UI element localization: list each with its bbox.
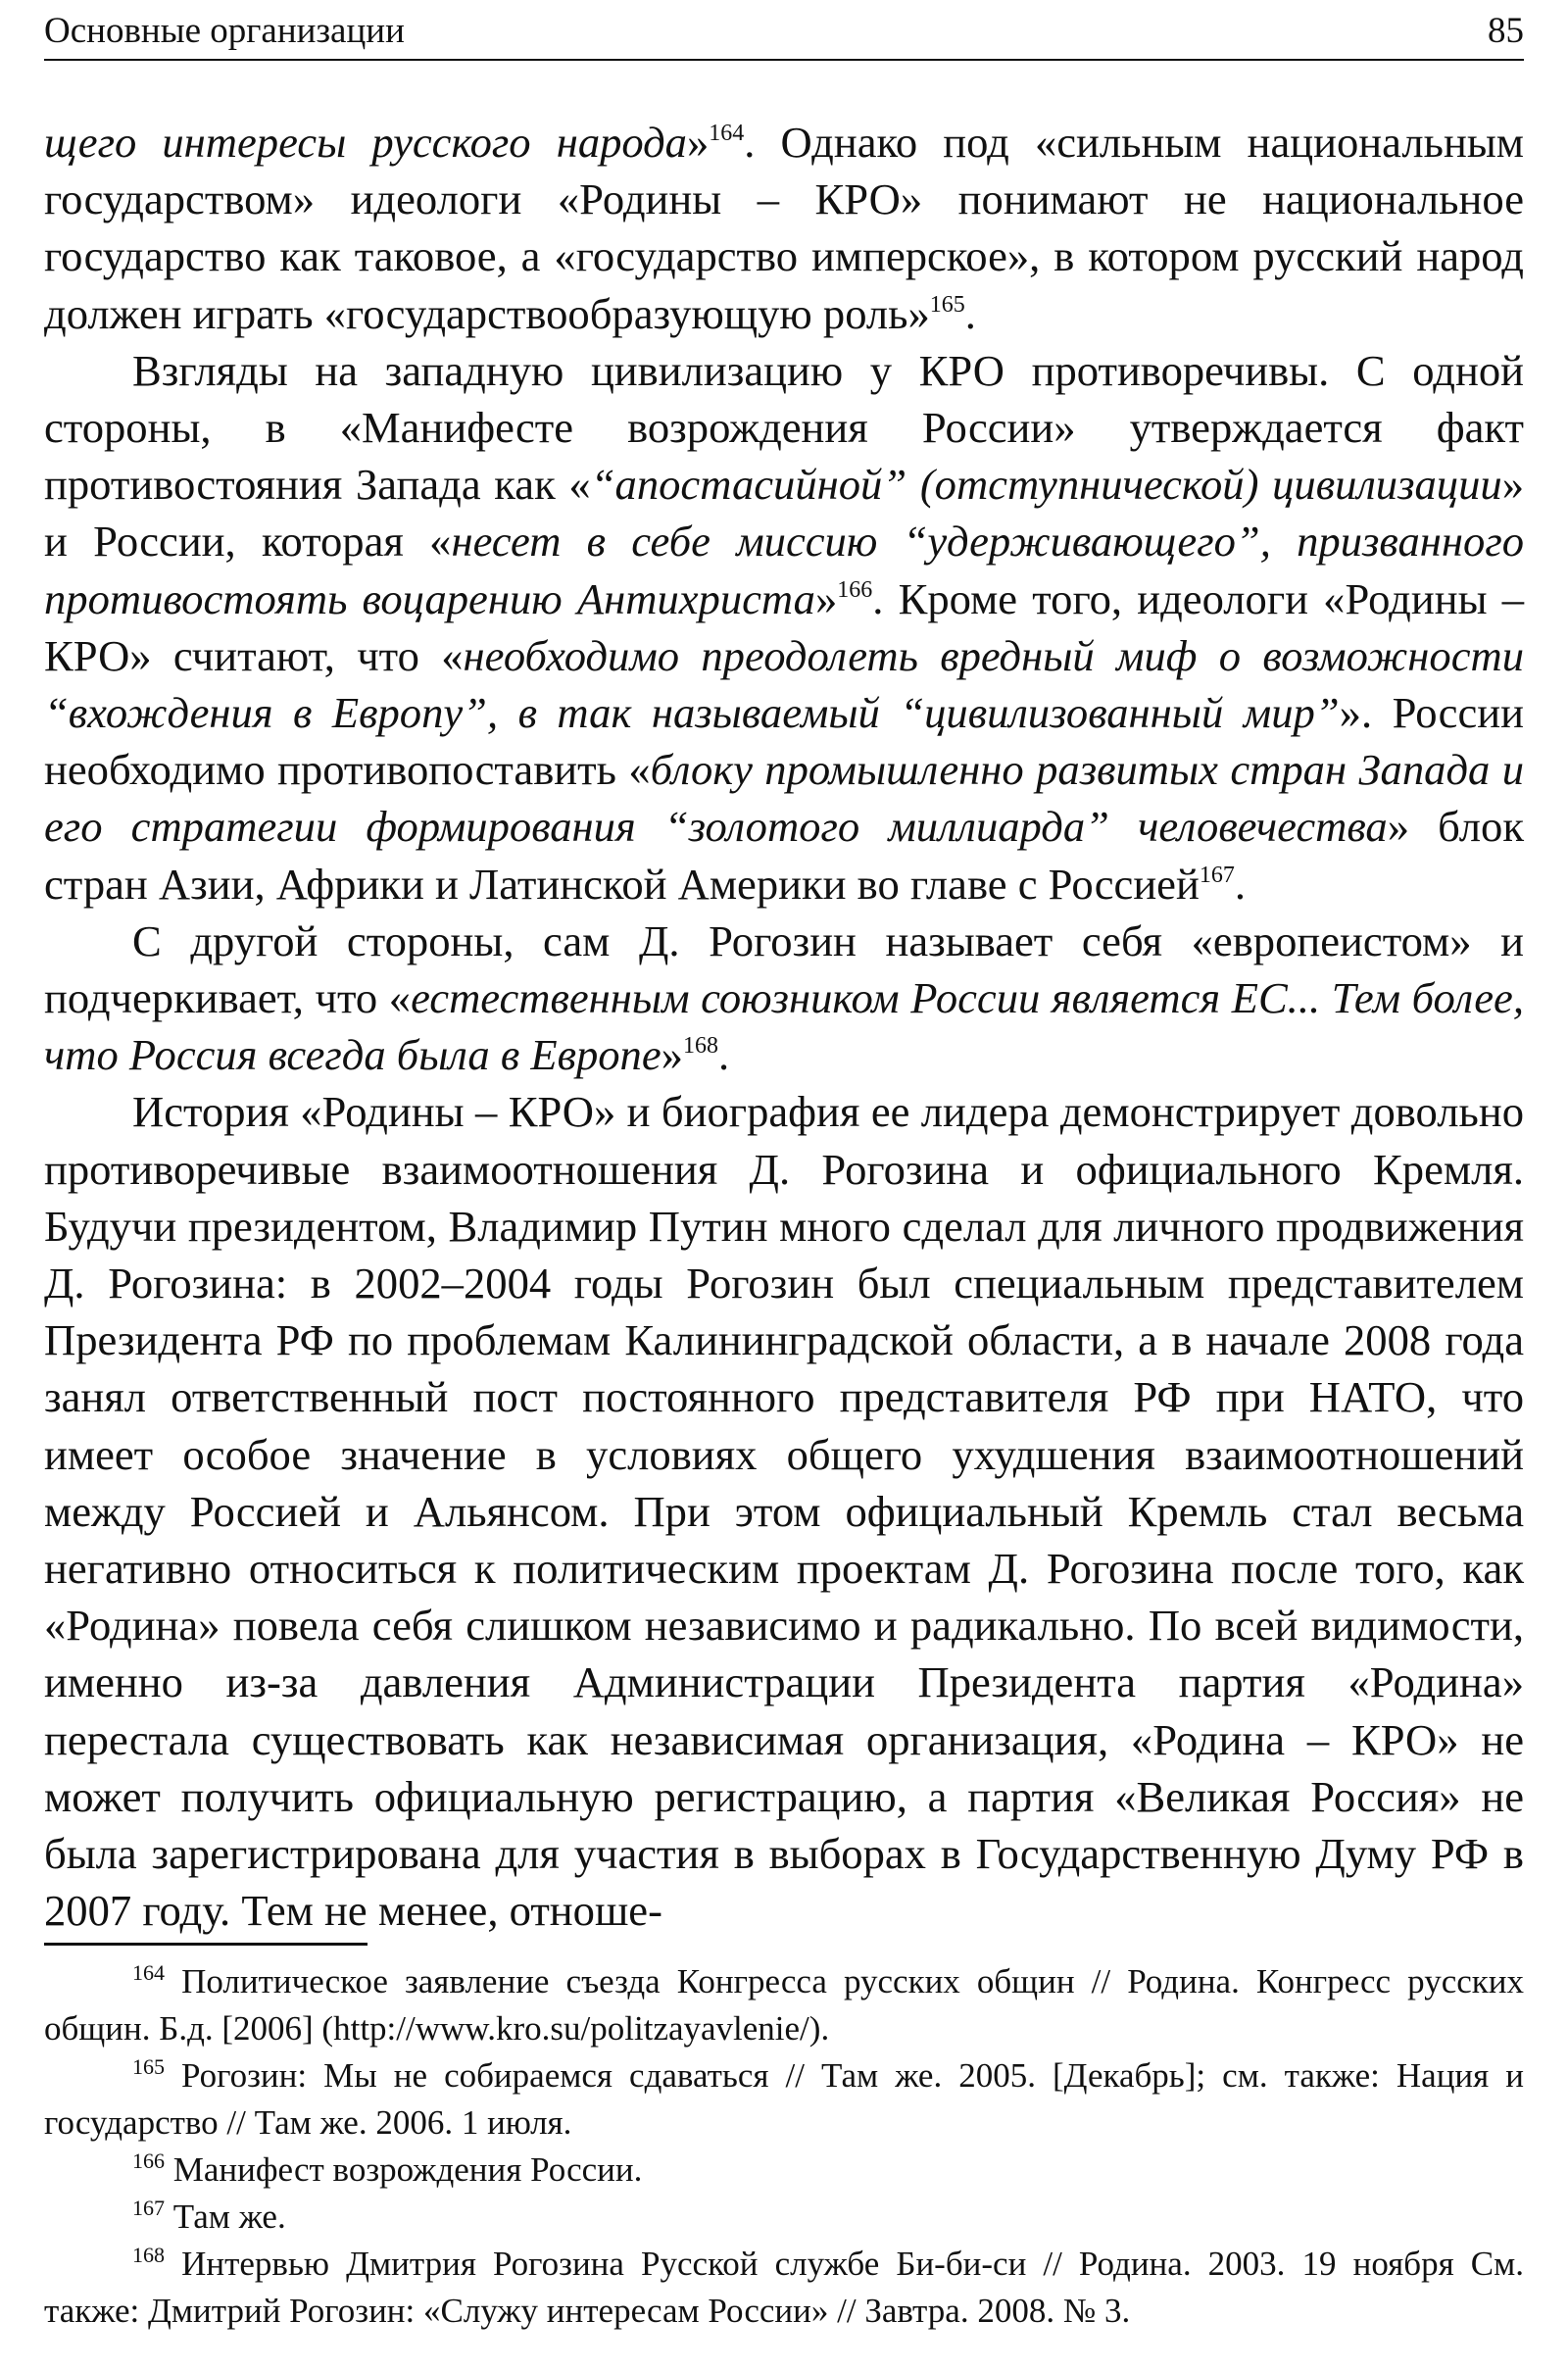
footnotes [44, 1958, 1524, 2335]
text-run: » [814, 573, 838, 623]
running-header [44, 4, 1524, 61]
footnote-number: 168 [132, 2243, 165, 2267]
text-run: » блок стран Азии, Африки и Латинской Америки во главе с Россией [44, 802, 1524, 909]
italic-quote: естественным союзником России является ЕС... Тем более, что Россия всегда была в Европе [44, 973, 1524, 1080]
footnote-166 [44, 2147, 1524, 2194]
italic-quote: несет в себе миссию “удерживающего”, призванного противостоять воцарению Антихриста [44, 517, 1525, 623]
footnote-ref: 164 [709, 121, 745, 146]
footnote-ref: 168 [682, 1033, 718, 1060]
text-run: . [1234, 859, 1246, 909]
text-run: ». России необходимо противопоставить « [44, 688, 1524, 795]
text-run: . Однако под «сильным национальным государством» идеологи «Родины – КРО» понимают не национальное государство как таковое, а «государство имперское», в котором русский народ должен играть «государствообразующую роль» [44, 118, 1524, 338]
text-run: Взгляды на западную цивилизацию у КРО противоречивы. С одной стороны, в «Манифесте возрождения России» утверждается факт противостояния Запада как « [44, 345, 1524, 510]
italic-quote: блоку промышленно развитых стран Запада и его стратегии формирования “золотого миллиарда” человечества [44, 745, 1524, 852]
paragraph-1 [44, 114, 1524, 342]
text-run: . Кроме того, идеологи «Родины – КРО» считают, что « [44, 573, 1524, 680]
text-run: . [964, 288, 976, 338]
footnote-number: 167 [132, 2196, 165, 2220]
paragraph-3 [44, 913, 1524, 1084]
footnote-ref: 165 [929, 291, 965, 318]
footnote-separator [44, 1943, 368, 1946]
footnote-168 [44, 2241, 1524, 2335]
section-title: Основные организации [44, 11, 405, 51]
footnote-text: Интервью Дмитрия Рогозина Русской службе Би-би-си // Родина. 2003. 19 ноября См. также: Дмитрий Рогозин: «Служу интересам России» // Завтра. 2008. № 3. [44, 2245, 1524, 2330]
text-run: » [661, 1030, 683, 1080]
italic-quote: щего интересы русского народа [44, 118, 687, 167]
main-text [44, 114, 1524, 1940]
footnote-text: Политическое заявление съезда Конгресса русских общин // Родина. Конгресс русских общин. Б.д. [2006] (http://www.kro.su/politzayavlenie/). [44, 1962, 1525, 2048]
italic-quote: “апостасийной” (отступнической) цивилизации [590, 460, 1502, 510]
paragraph-2 [44, 342, 1524, 913]
footnote-ref: 167 [1199, 862, 1235, 888]
text-run: С другой стороны, сам Д. Рогозин называет себя «европеистом» и подчеркивает, что « [44, 915, 1524, 1023]
footnote-text: Манифест возрождения России. [172, 2150, 643, 2189]
text-run: . [717, 1030, 730, 1080]
footnote-number: 165 [132, 2054, 165, 2079]
footnote-text: Рогозин: Мы не собираемся сдаваться // Там же. 2005. [Декабрь]; см. также: Нация и государство // Там же. 2006. 1 июля. [44, 2056, 1525, 2142]
text-run: » [686, 118, 710, 167]
footnote-number: 164 [132, 1960, 165, 1985]
footnote-164 [44, 1958, 1524, 2052]
footnote-ref: 166 [837, 576, 873, 603]
footnote-165 [44, 2052, 1524, 2147]
footnote-167 [44, 2194, 1524, 2241]
italic-quote: необходимо преодолеть вредный миф о возможности “вхождения в Европу”, в так называемый “цивилизованный мир” [44, 630, 1524, 738]
footnote-text: Там же. [172, 2197, 286, 2236]
footnote-number: 166 [132, 2148, 165, 2173]
page-number: 85 [1488, 11, 1524, 51]
text-run: » и России, которая « [44, 460, 1524, 567]
paragraph-4 [44, 1083, 1524, 1939]
text-run: История «Родины – КРО» и биография ее лидера демонстрирует довольно противоречивые взаимоотношения Д. Рогозина и официального Кремля. Будучи президентом, Владимир Путин много сделал для личного продвижения Д. Рогозина: в 2002–2004 годы Рогозин был специальным представителем Президента РФ по проблемам Калининградской области, а в начале 2008 года занял ответственный пост постоянного представителя РФ при НАТО, что имеет особое значение в условиях общего ухудшения взаимоотношений между Россией и Альянсом. При этом официальный Кремль стал весьма негативно относиться к политическим проектам Д. Рогозина после того, как «Родина» повела себя слишком независимо и радикально. По всей видимости, именно из-за давления Администрации Президента партия «Родина» перестала существовать как независимая организация, «Родина – КРО» не может получить официальную регистрацию, а партия «Великая Россия» не была зарегистрирована для участия в выборах в Государственную Думу РФ в 2007 году. Тем не менее, отноше- [44, 1087, 1524, 1936]
